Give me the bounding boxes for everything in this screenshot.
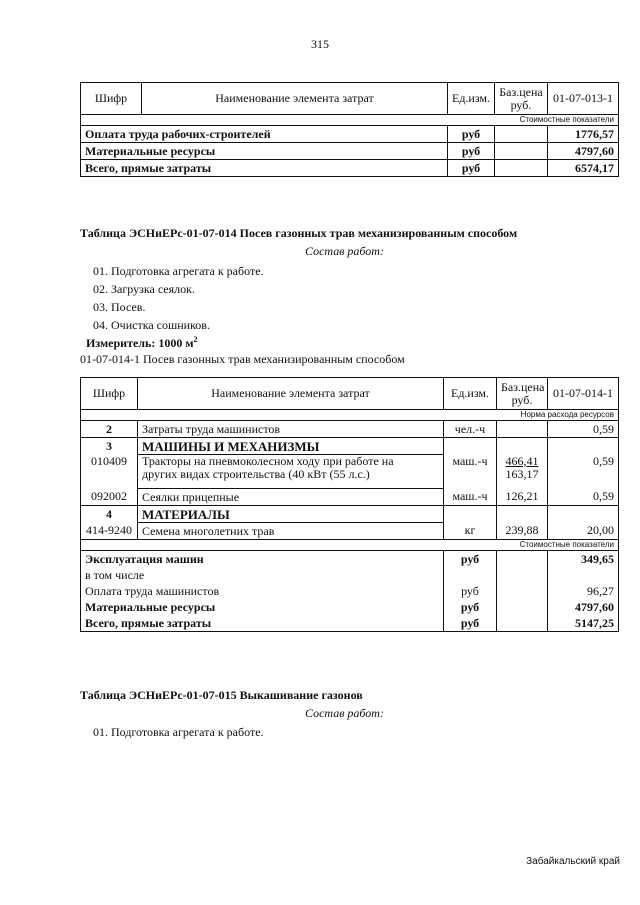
work-item: 02. Загрузка сеялок.: [93, 282, 195, 296]
group-code: 3: [81, 438, 138, 455]
row-name: Материальные ресурсы: [81, 143, 448, 160]
header-base-price: Баз.цена руб.: [495, 83, 548, 115]
header-code: Шифр: [81, 83, 142, 115]
row-unit: руб: [448, 126, 495, 143]
row-name: Эксплуатация машин: [81, 551, 444, 568]
cost-table-013-1: [80, 82, 619, 177]
meter-label: Измеритель: 1000 $м^2$: [86, 335, 198, 350]
row-price: [497, 551, 548, 568]
table-row: [81, 126, 619, 143]
composition-label: Состав работ:: [305, 244, 384, 258]
header-table-code: 01-07-013-1: [548, 83, 619, 115]
table-row: [81, 143, 619, 160]
table-row: [81, 523, 619, 540]
row-unit: руб: [444, 583, 497, 599]
row-price: [495, 126, 548, 143]
row-name: Тракторы на пневмоколесном ходу при работе на других видах строительства (40 кВт (55 л.с.): [138, 455, 444, 489]
table-row: [81, 506, 619, 523]
header-name: Наименование элемента затрат: [138, 378, 444, 410]
table-row: [81, 583, 619, 599]
row-name: в том числе: [81, 567, 444, 583]
row-unit: руб: [444, 615, 497, 632]
row-name: Всего, прямые затраты: [81, 160, 448, 177]
section-title-014: Таблица ЭСНиЕРс-01-07-014 Посев газонных трав механизированным способом: [80, 226, 518, 240]
resource-table-014-1: [80, 377, 619, 632]
row-value: 5147,25: [548, 615, 619, 632]
row-price: [497, 599, 548, 615]
group-title: МАТЕРИАЛЫ: [138, 506, 444, 523]
group-code: 4: [81, 506, 138, 523]
page-number: 315: [311, 37, 329, 51]
item-line: 01-07-014-1 Посев газонных трав механизированным способом: [80, 352, 405, 366]
row-value: 349,65: [548, 551, 619, 568]
row-price: 466,41 163,17: [497, 455, 548, 489]
section-label: Стоимостные показатели: [81, 115, 619, 126]
row-price: [495, 143, 548, 160]
table-row: [81, 599, 619, 615]
header-base-price: Баз.цена руб.: [497, 378, 548, 410]
row-value: [548, 567, 619, 583]
row-price: [497, 583, 548, 599]
section-title-015: Таблица ЭСНиЕРс-01-07-015 Выкашивание газонов: [80, 688, 363, 702]
table-row: [81, 438, 619, 455]
row-unit: руб: [448, 143, 495, 160]
table-row: [81, 567, 619, 583]
row-code: 2: [81, 421, 138, 438]
row-value: 0,59: [548, 489, 619, 506]
row-unit: руб: [444, 551, 497, 568]
row-unit: руб: [448, 160, 495, 177]
row-code: 092002: [81, 489, 138, 506]
table-row: [81, 421, 619, 438]
work-item: 01. Подготовка агрегата к работе.: [93, 264, 264, 278]
row-price: [497, 615, 548, 632]
row-name: Материальные ресурсы: [81, 599, 444, 615]
footer-region: Забайкальский край: [526, 856, 620, 867]
cost-label: Стоимостные показатели: [81, 540, 619, 551]
row-value: 0,59: [548, 421, 619, 438]
row-value: 6574,17: [548, 160, 619, 177]
row-unit: [444, 567, 497, 583]
row-value: 4797,60: [548, 599, 619, 615]
row-value: 4797,60: [548, 143, 619, 160]
norm-label: Норма расхода ресурсов: [81, 410, 619, 421]
row-name: Оплата труда машинистов: [81, 583, 444, 599]
work-item: 04. Очистка сошников.: [93, 318, 210, 332]
header-code: Шифр: [81, 378, 138, 410]
header-name: Наименование элемента затрат: [142, 83, 448, 115]
table-row: [81, 551, 619, 568]
row-value: 20,00: [548, 523, 619, 540]
row-code: 010409: [81, 455, 138, 489]
row-unit: маш.-ч: [444, 455, 497, 489]
row-name: Затраты труда машинистов: [138, 421, 444, 438]
row-value: 1776,57: [548, 126, 619, 143]
row-price: 126,21: [497, 489, 548, 506]
header-table-code: 01-07-014-1: [548, 378, 619, 410]
row-value: 0,59: [548, 455, 619, 489]
row-price: [495, 160, 548, 177]
table-row: [81, 489, 619, 506]
row-value: 96,27: [548, 583, 619, 599]
row-unit: кг: [444, 523, 497, 540]
table-row: [81, 455, 619, 489]
row-unit: руб: [444, 599, 497, 615]
row-code: 414-9240: [81, 523, 138, 540]
row-price: [497, 421, 548, 438]
table-row: [81, 160, 619, 177]
header-unit: Ед.изм.: [444, 378, 497, 410]
group-title: МАШИНЫ И МЕХАНИЗМЫ: [138, 438, 444, 455]
row-name: Оплата труда рабочих-строителей: [81, 126, 448, 143]
composition-label: Состав работ:: [305, 706, 384, 720]
header-unit: Ед.изм.: [448, 83, 495, 115]
row-price: [497, 567, 548, 583]
row-name: Семена многолетних трав: [138, 523, 444, 540]
row-name: Всего, прямые затраты: [81, 615, 444, 632]
row-unit: чел.-ч: [444, 421, 497, 438]
table-row: [81, 615, 619, 632]
work-item: 03. Посев.: [93, 300, 146, 314]
work-item: 01. Подготовка агрегата к работе.: [93, 725, 264, 739]
row-price: 239,88: [497, 523, 548, 540]
row-name: Сеялки прицепные: [138, 489, 444, 506]
row-unit: маш.-ч: [444, 489, 497, 506]
